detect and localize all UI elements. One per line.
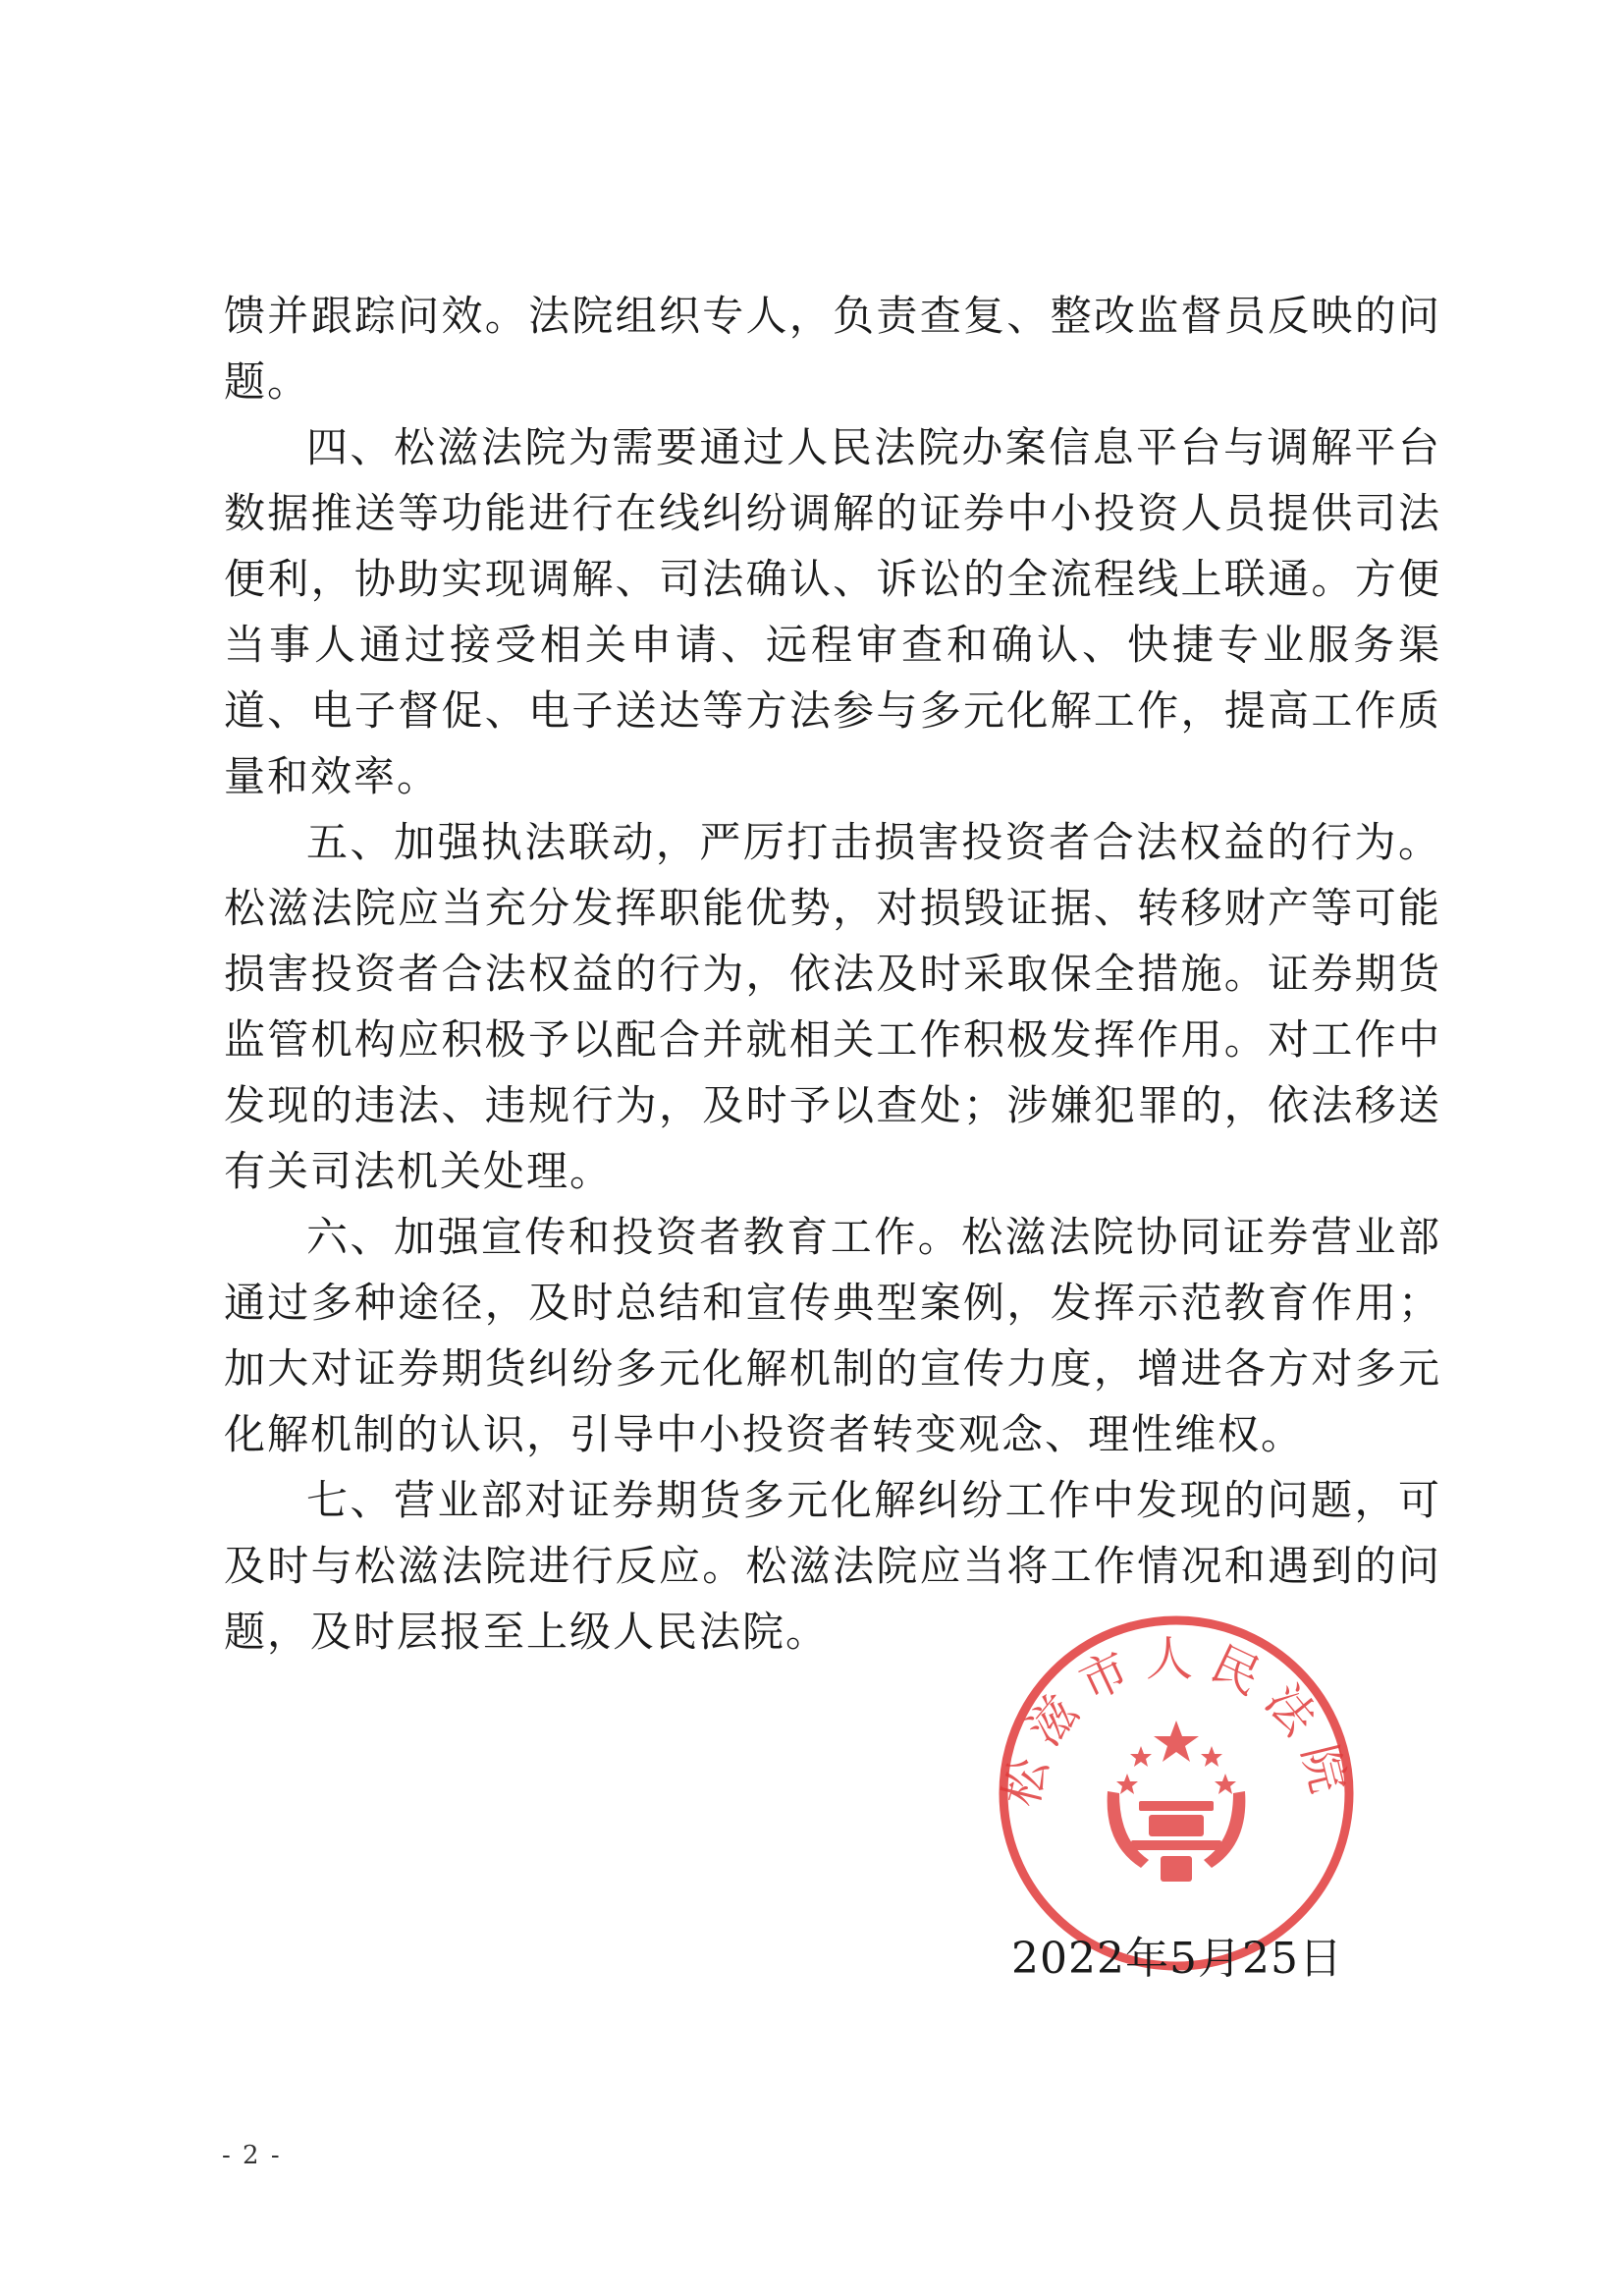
official-seal [994, 1611, 1359, 1976]
paragraph-item-7: 七、营业部对证券期货多元化解纠纷工作中发现的问题，可及时与松滋法院进行反应。松滋法院应当将工作情况和遇到的问题，及时层报至上级人民法院。 [224, 1476, 1441, 1656]
paragraph-continuation: 馈并跟踪问效。法院组织专人，负责查复、整改监督员反映的问题。 [224, 292, 1441, 406]
document-body [224, 283, 1441, 1665]
paragraph-item-5: 五、加强执法联动，严厉打击损害投资者合法权益的行为。松滋法院应当充分发挥职能优势，对损毁证据、转移财产等可能损害投资者合法权益的行为，依法及时采取保全措施。证券期货监管机构应积极予以配合并就相关工作积极发挥作用。对工作中发现的违法、违规行为，及时予以查处；涉嫌犯罪的，依法移送有关司法机关处理。 [224, 818, 1441, 1195]
seal-text-path: 松滋市人民法院 [994, 1631, 1359, 1812]
paragraph-item-4: 四、松滋法院为需要通过人民法院办案信息平台与调解平台数据推送等功能进行在线纠纷调解的证券中小投资人员提供司法便利，协助实现调解、司法确认、诉讼的全流程线上联通。方便当事人通过接受相关申请、远程审查和确认、快捷专业服务渠道、电子督促、电子送达等方法参与多元化解工作，提高工作质量和效率。 [224, 423, 1441, 800]
national-emblem-icon [1108, 1721, 1246, 1882]
paragraph-item-6: 六、加强宣传和投资者教育工作。松滋法院协同证券营业部通过多种途径，及时总结和宣传典型案例，发挥示范教育作用；加大对证券期货纠纷多元化解机制的宣传力度，增进各方对多元化解机制的认识，引导中小投资者转变观念、理性维权。 [224, 1213, 1441, 1458]
document-date: 2022年5月25日 [1011, 1934, 1343, 1984]
page-number: - 2 - [222, 2141, 282, 2170]
